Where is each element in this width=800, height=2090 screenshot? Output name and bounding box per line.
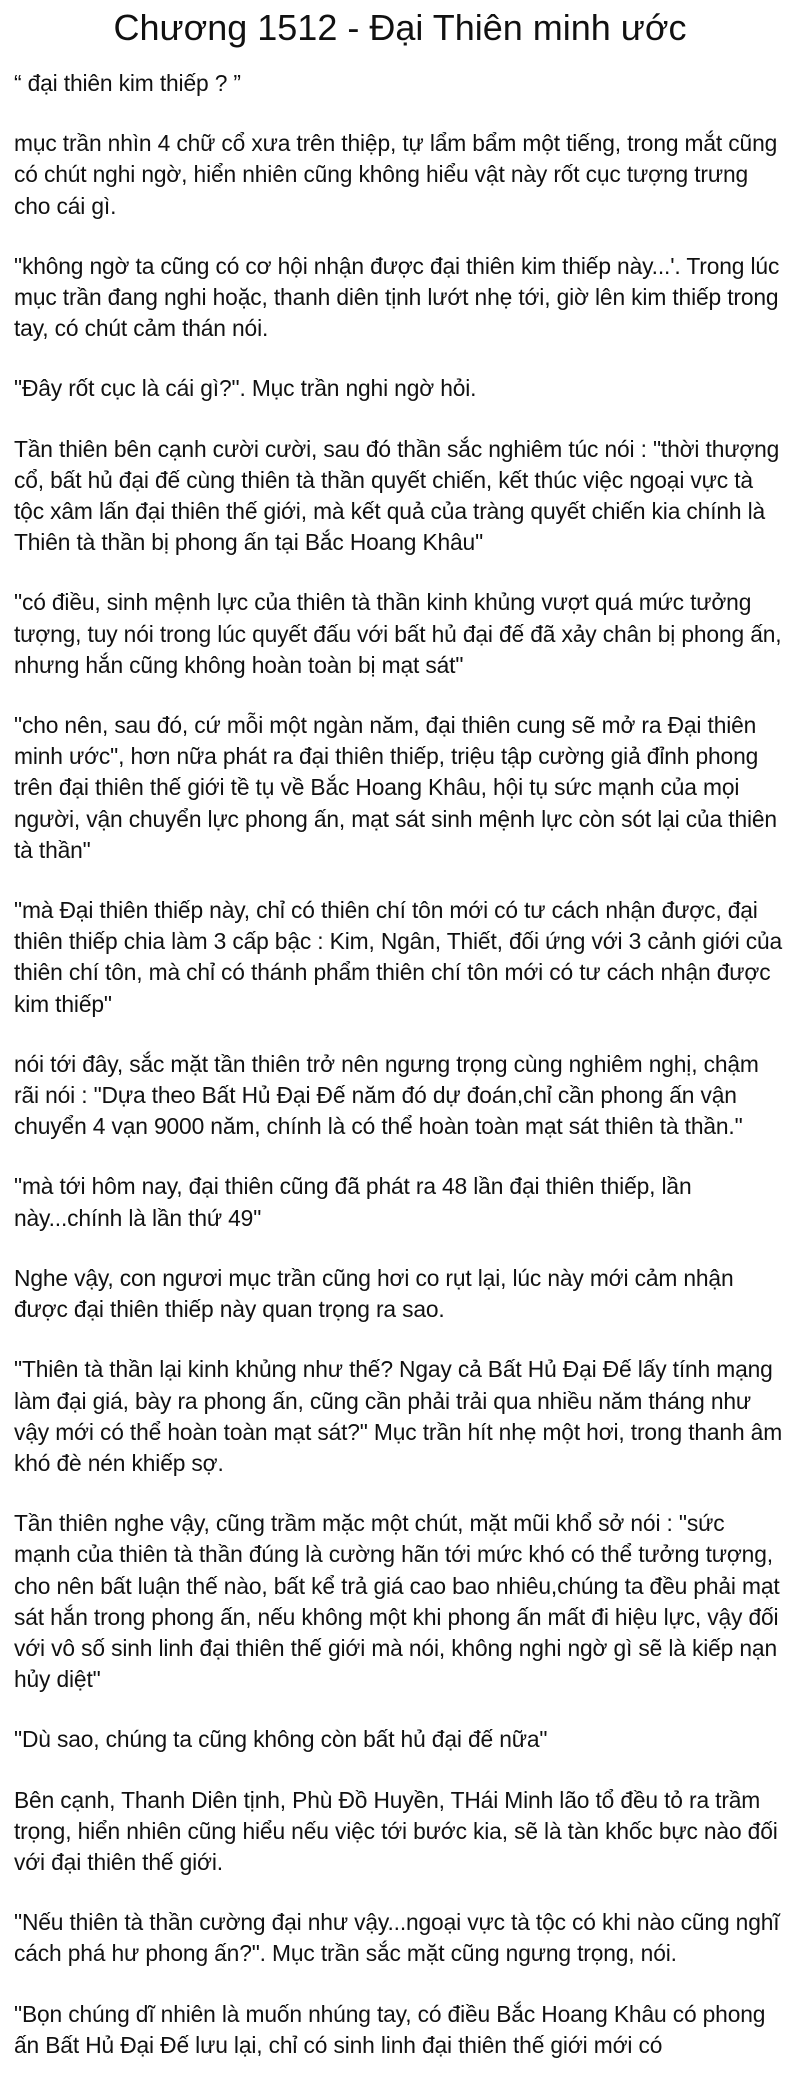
paragraph: Nghe vậy, con ngươi mục trần cũng hơi co rụt lại, lúc này mới cảm nhận được đại thiên thiếp này quan trọng ra sao. bbox=[14, 1264, 734, 1323]
paragraph: mục trần nhìn 4 chữ cổ xưa trên thiệp, tự lẩm bẩm một tiếng, trong mắt cũng có chút nghi ngờ, hiển nhiên cũng không hiểu vật này rốt cục tượng trưng cho cái gì. bbox=[14, 130, 778, 219]
paragraph: "không ngờ ta cũng có cơ hội nhận được đại thiên kim thiếp này...'. Trong lúc mục trần đang nghi hoặc, thanh diên tịnh lướt nhẹ tới, giờ lên kim thiếp trong tay, có chút cảm thán nói. bbox=[14, 252, 780, 342]
chapter-title: Chương 1512 - Đại Thiên minh ước bbox=[113, 7, 687, 48]
paragraph: Bên cạnh, Thanh Diên tịnh, Phù Đồ Huyền, THái Minh lão tổ đều tỏ ra trầm trọng, hiển nhiên cũng hiểu nếu việc tới bước kia, sẽ là tàn khốc bực nào đối với đại thiên thế giới. bbox=[14, 1786, 778, 1875]
paragraph: "Bọn chúng dĩ nhiên là muốn nhúng tay, có điều Bắc Hoang Khâu có phong ấn Bất Hủ Đại Đế lưu lại, chỉ có sinh linh đại thiên thế giới mới có bbox=[14, 2000, 766, 2058]
paragraph: "Đây rốt cục là cái gì?". Mục trần nghi ngờ hỏi. bbox=[14, 375, 477, 402]
paragraph: "cho nên, sau đó, cứ mỗi một ngàn năm, đại thiên cung sẽ mở ra Đại thiên minh ước", hơn nữa phát ra đại thiên thiếp, triệu tập cường giả đỉnh phong trên đại thiên thế giới tề tụ về Bắc Hoang Khâu, hội tụ sức mạnh của mọi người, vận chuyển lực phong ấn, mạt sát sinh mệnh lực còn sót lại của thiên tà thần" bbox=[14, 712, 777, 863]
paragraph: nói tới đây, sắc mặt tần thiên trở nên ngưng trọng cùng nghiêm nghị, chậm rãi nói : "Dựa theo Bất Hủ Đại Đế năm đó dự đoán,chỉ cần phong ấn vận chuyển 4 vạn 9000 năm, chính là có thể hoàn toàn mạt sát thiên tà thần." bbox=[14, 1050, 759, 1140]
paragraph: Tần thiên nghe vậy, cũng trầm mặc một chút, mặt mũi khổ sở nói : "sức mạnh của thiên tà thần đúng là cường hãn tới mức khó có thể tưởng tượng, cho nên bất luận thế nào, bất kể trả giá cao bao nhiêu,chúng ta đều phải mạt sát hắn trong phong ấn, nếu không một khi phong ấn mất đi hiệu lực, vậy đối với vô số sinh linh đại thiên thế giới mà nói, không nghi ngờ gì sẽ là kiếp nạn hủy diệt" bbox=[14, 1510, 780, 1693]
paragraph: "mà tới hôm nay, đại thiên cũng đã phát ra 48 lần đại thiên thiếp, lần này...chính là lần thứ 49" bbox=[14, 1173, 692, 1231]
paragraph: "Thiên tà thần lại kinh khủng như thế? Ngay cả Bất Hủ Đại Đế lấy tính mạng làm đại giá, bày ra phong ấn, cũng cần phải trải qua nhiều năm tháng như vậy mới có thể hoàn toàn mạt sát?" Mục trần hít nhẹ một hơi, trong thanh âm khó đè nén khiếp sợ. bbox=[14, 1356, 783, 1476]
paragraph: "mà Đại thiên thiếp này, chỉ có thiên chí tôn mới có tư cách nhận được, đại thiên thiếp chia làm 3 cấp bậc : Kim, Ngân, Thiết, đối ứng với 3 cảnh giới của thiên chí tôn, mà chỉ có thánh phẩm thiên chí tôn mới có tư cách nhận được kim thiếp" bbox=[14, 897, 783, 1017]
paragraph: "có điều, sinh mệnh lực của thiên tà thần kinh khủng vượt quá mức tưởng tượng, tuy nói trong lúc quyết đấu với bất hủ đại đế đã xảy chân bị phong ấn, nhưng hắn cũng không hoàn toàn bị mạt sát" bbox=[14, 589, 782, 678]
paragraph: Tần thiên bên cạnh cười cười, sau đó thần sắc nghiêm túc nói : "thời thượng cổ, bất hủ đại đế cùng thiên tà thần quyết chiến, kết thúc việc ngoại vực tà tộc xâm lấn đại thiên thế giới, mà kết quả của tràng quyết chiến kia chính là Thiên tà thần bị phong ấn tại Bắc Hoang Khâu" bbox=[14, 435, 780, 556]
paragraph: "Nếu thiên tà thần cường đại như vậy...ngoại vực tà tộc có khi nào cũng nghĩ cách phá hư phong ấn?". Mục trần sắc mặt cũng ngưng trọng, nói. bbox=[14, 1909, 780, 1967]
paragraph: “ đại thiên kim thiếp ? ” bbox=[14, 70, 241, 96]
paragraph: "Dù sao, chúng ta cũng không còn bất hủ đại đế nữa" bbox=[14, 1726, 548, 1753]
chapter-body bbox=[14, 68, 786, 2090]
